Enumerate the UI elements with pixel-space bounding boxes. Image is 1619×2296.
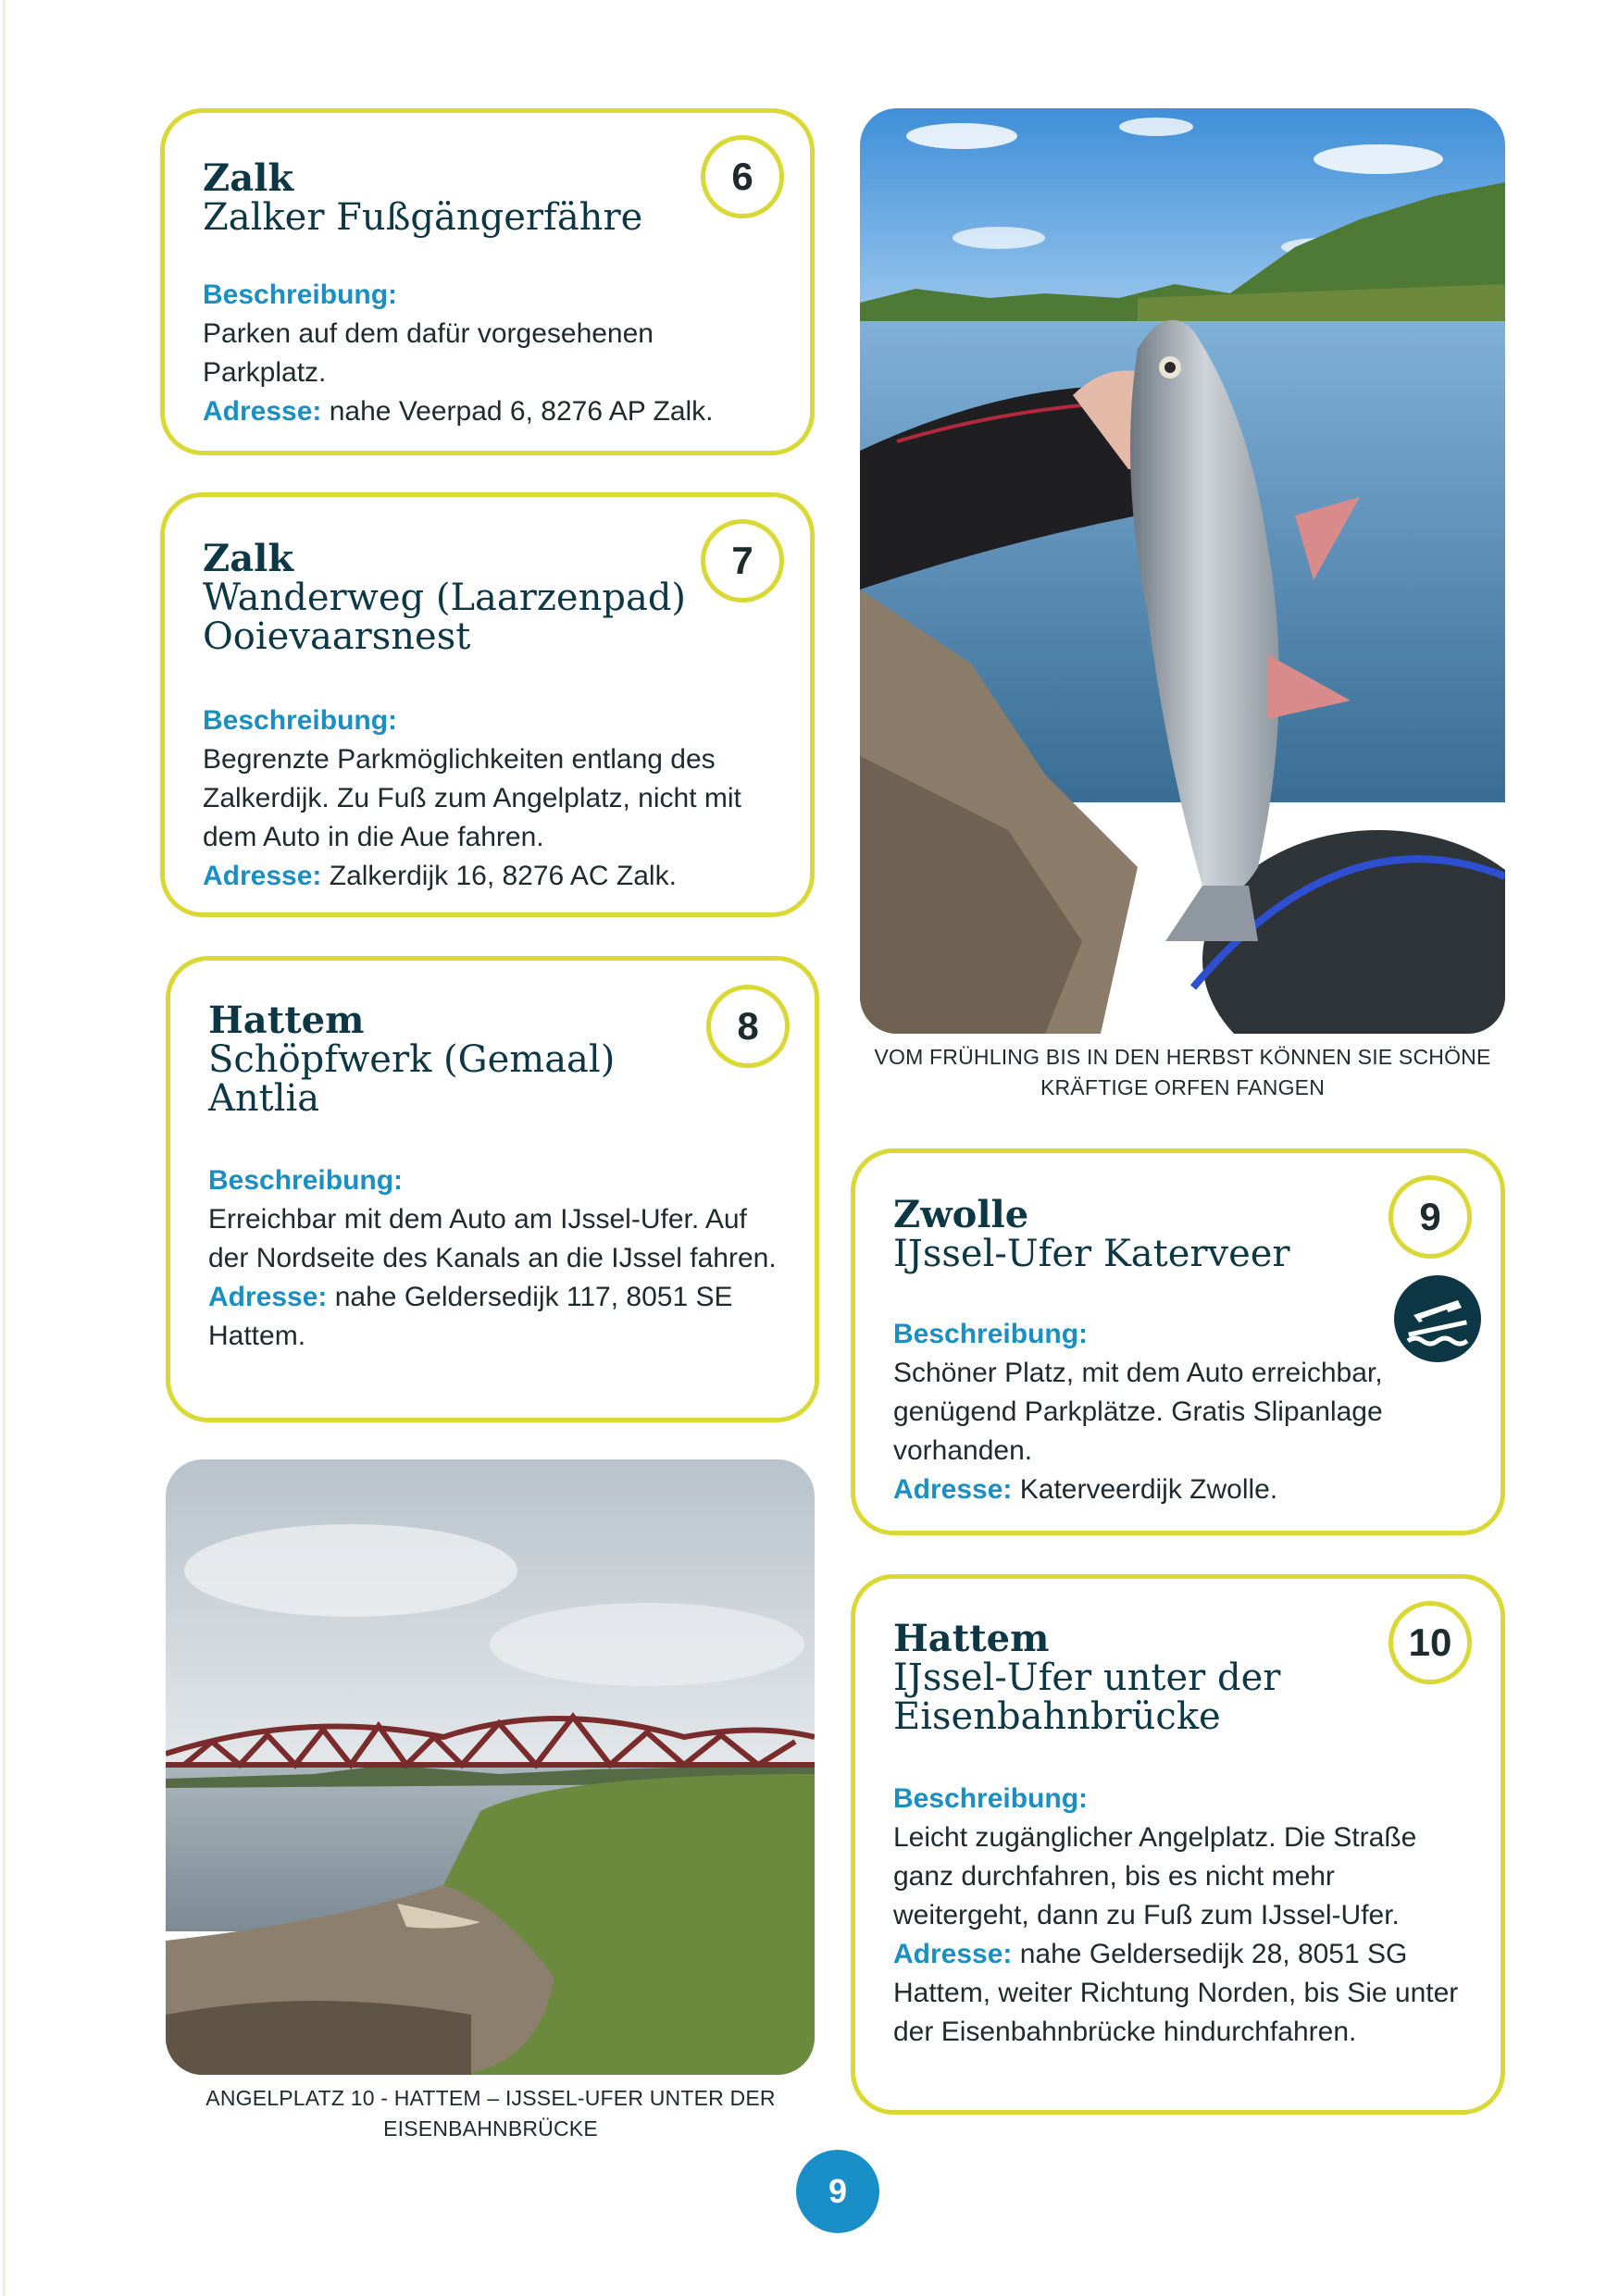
spot-details xyxy=(203,701,781,896)
spot-details xyxy=(203,276,758,431)
address-label: Adresse: xyxy=(893,1474,1013,1505)
spot-name: IJssel-Ufer unter der Eisenbahnbrücke xyxy=(893,1657,1281,1738)
address-text: Zalkerdijk 16, 8276 AC Zalk. xyxy=(329,861,677,891)
spot-number-badge: 7 xyxy=(701,519,784,602)
address-text: nahe Geldersedijk 117, 8051 SE Hattem. xyxy=(208,1282,733,1351)
address-label: Adresse: xyxy=(203,861,322,891)
spot-card-7 xyxy=(160,492,815,917)
spot-card-6 xyxy=(160,108,815,455)
description-text: Parken auf dem dafür vorgesehenen Parkplatz. xyxy=(203,318,654,388)
spot-town: Hattem xyxy=(208,999,365,1042)
spot-details xyxy=(893,1780,1476,2052)
spot-number-badge: 8 xyxy=(706,985,790,1068)
spot-number-badge: 9 xyxy=(1389,1175,1472,1259)
spot-name: Wanderweg (Laarzenpad) Ooievaarsnest xyxy=(203,577,687,658)
spot-number-badge: 10 xyxy=(1389,1601,1472,1684)
description-label: Beschreibung: xyxy=(203,705,398,736)
spot-name: Schöpfwerk (Gemaal) Antlia xyxy=(208,1038,616,1120)
description-text: Leicht zugänglicher Angelplatz. Die Straße ganz durchfahren, bis es nicht mehr weitergeht, dann zu Fuß zum IJssel-Ufer. xyxy=(893,1822,1417,1930)
description-label: Beschreibung: xyxy=(893,1319,1089,1349)
spot-town: Zalk xyxy=(203,156,294,200)
bridge-photo-caption: ANGELPLATZ 10 - HATTEM – IJSSEL-UFER UNTER DER EISENBAHNBRÜCKE xyxy=(205,2086,776,2141)
address-text: nahe Geldersedijk 28, 8051 SG Hattem, weiter Richtung Norden, bis Sie unter der Eisenbahnbrücke hindurchfahren. xyxy=(893,1939,1459,2047)
address-text: Katerveerdijk Zwolle. xyxy=(1019,1474,1278,1505)
spot-card-8 xyxy=(166,956,819,1422)
spot-details xyxy=(208,1161,791,1356)
address-label: Adresse: xyxy=(893,1939,1013,1969)
description-text: Schöner Platz, mit dem Auto erreichbar, genügend Parkplätze. Gratis Slipanlage vorhanden. xyxy=(893,1358,1383,1466)
fish-photo-caption: VOM FRÜHLING BIS IN DEN HERBST KÖNNEN SIE SCHÖNE KRÄFTIGE ORFEN FANGEN xyxy=(874,1045,1491,1099)
spot-town: Zalk xyxy=(203,537,294,580)
page-number: 9 xyxy=(796,2150,879,2233)
spot-town: Hattem xyxy=(893,1617,1050,1660)
address-text: nahe Veerpad 6, 8276 AP Zalk. xyxy=(329,396,714,427)
spot-details xyxy=(893,1315,1469,1509)
description-label: Beschreibung: xyxy=(893,1783,1089,1814)
page-edge-rule xyxy=(3,0,6,2296)
spot-name: Zalker Fußgängerfähre xyxy=(203,196,643,239)
spot-number-badge: 6 xyxy=(701,135,784,218)
description-label: Beschreibung: xyxy=(208,1165,404,1196)
address-label: Adresse: xyxy=(203,396,322,427)
fish-photo xyxy=(860,108,1505,1034)
spot-card-9 xyxy=(851,1148,1505,1535)
description-text: Erreichbar mit dem Auto am IJssel-Ufer. Auf der Nordseite des Kanals an die IJssel fahren. xyxy=(208,1204,777,1273)
address-label: Adresse: xyxy=(208,1282,328,1312)
spot-town: Zwolle xyxy=(893,1193,1029,1236)
bridge-photo xyxy=(166,1459,815,2075)
description-label: Beschreibung: xyxy=(203,279,398,310)
spot-name: IJssel-Ufer Katerveer xyxy=(893,1233,1290,1275)
description-text: Begrenzte Parkmöglichkeiten entlang des Zalkerdijk. Zu Fuß zum Angelplatz, nicht mit dem Auto in die Aue fahren. xyxy=(203,744,741,852)
spot-card-10 xyxy=(851,1574,1505,2115)
